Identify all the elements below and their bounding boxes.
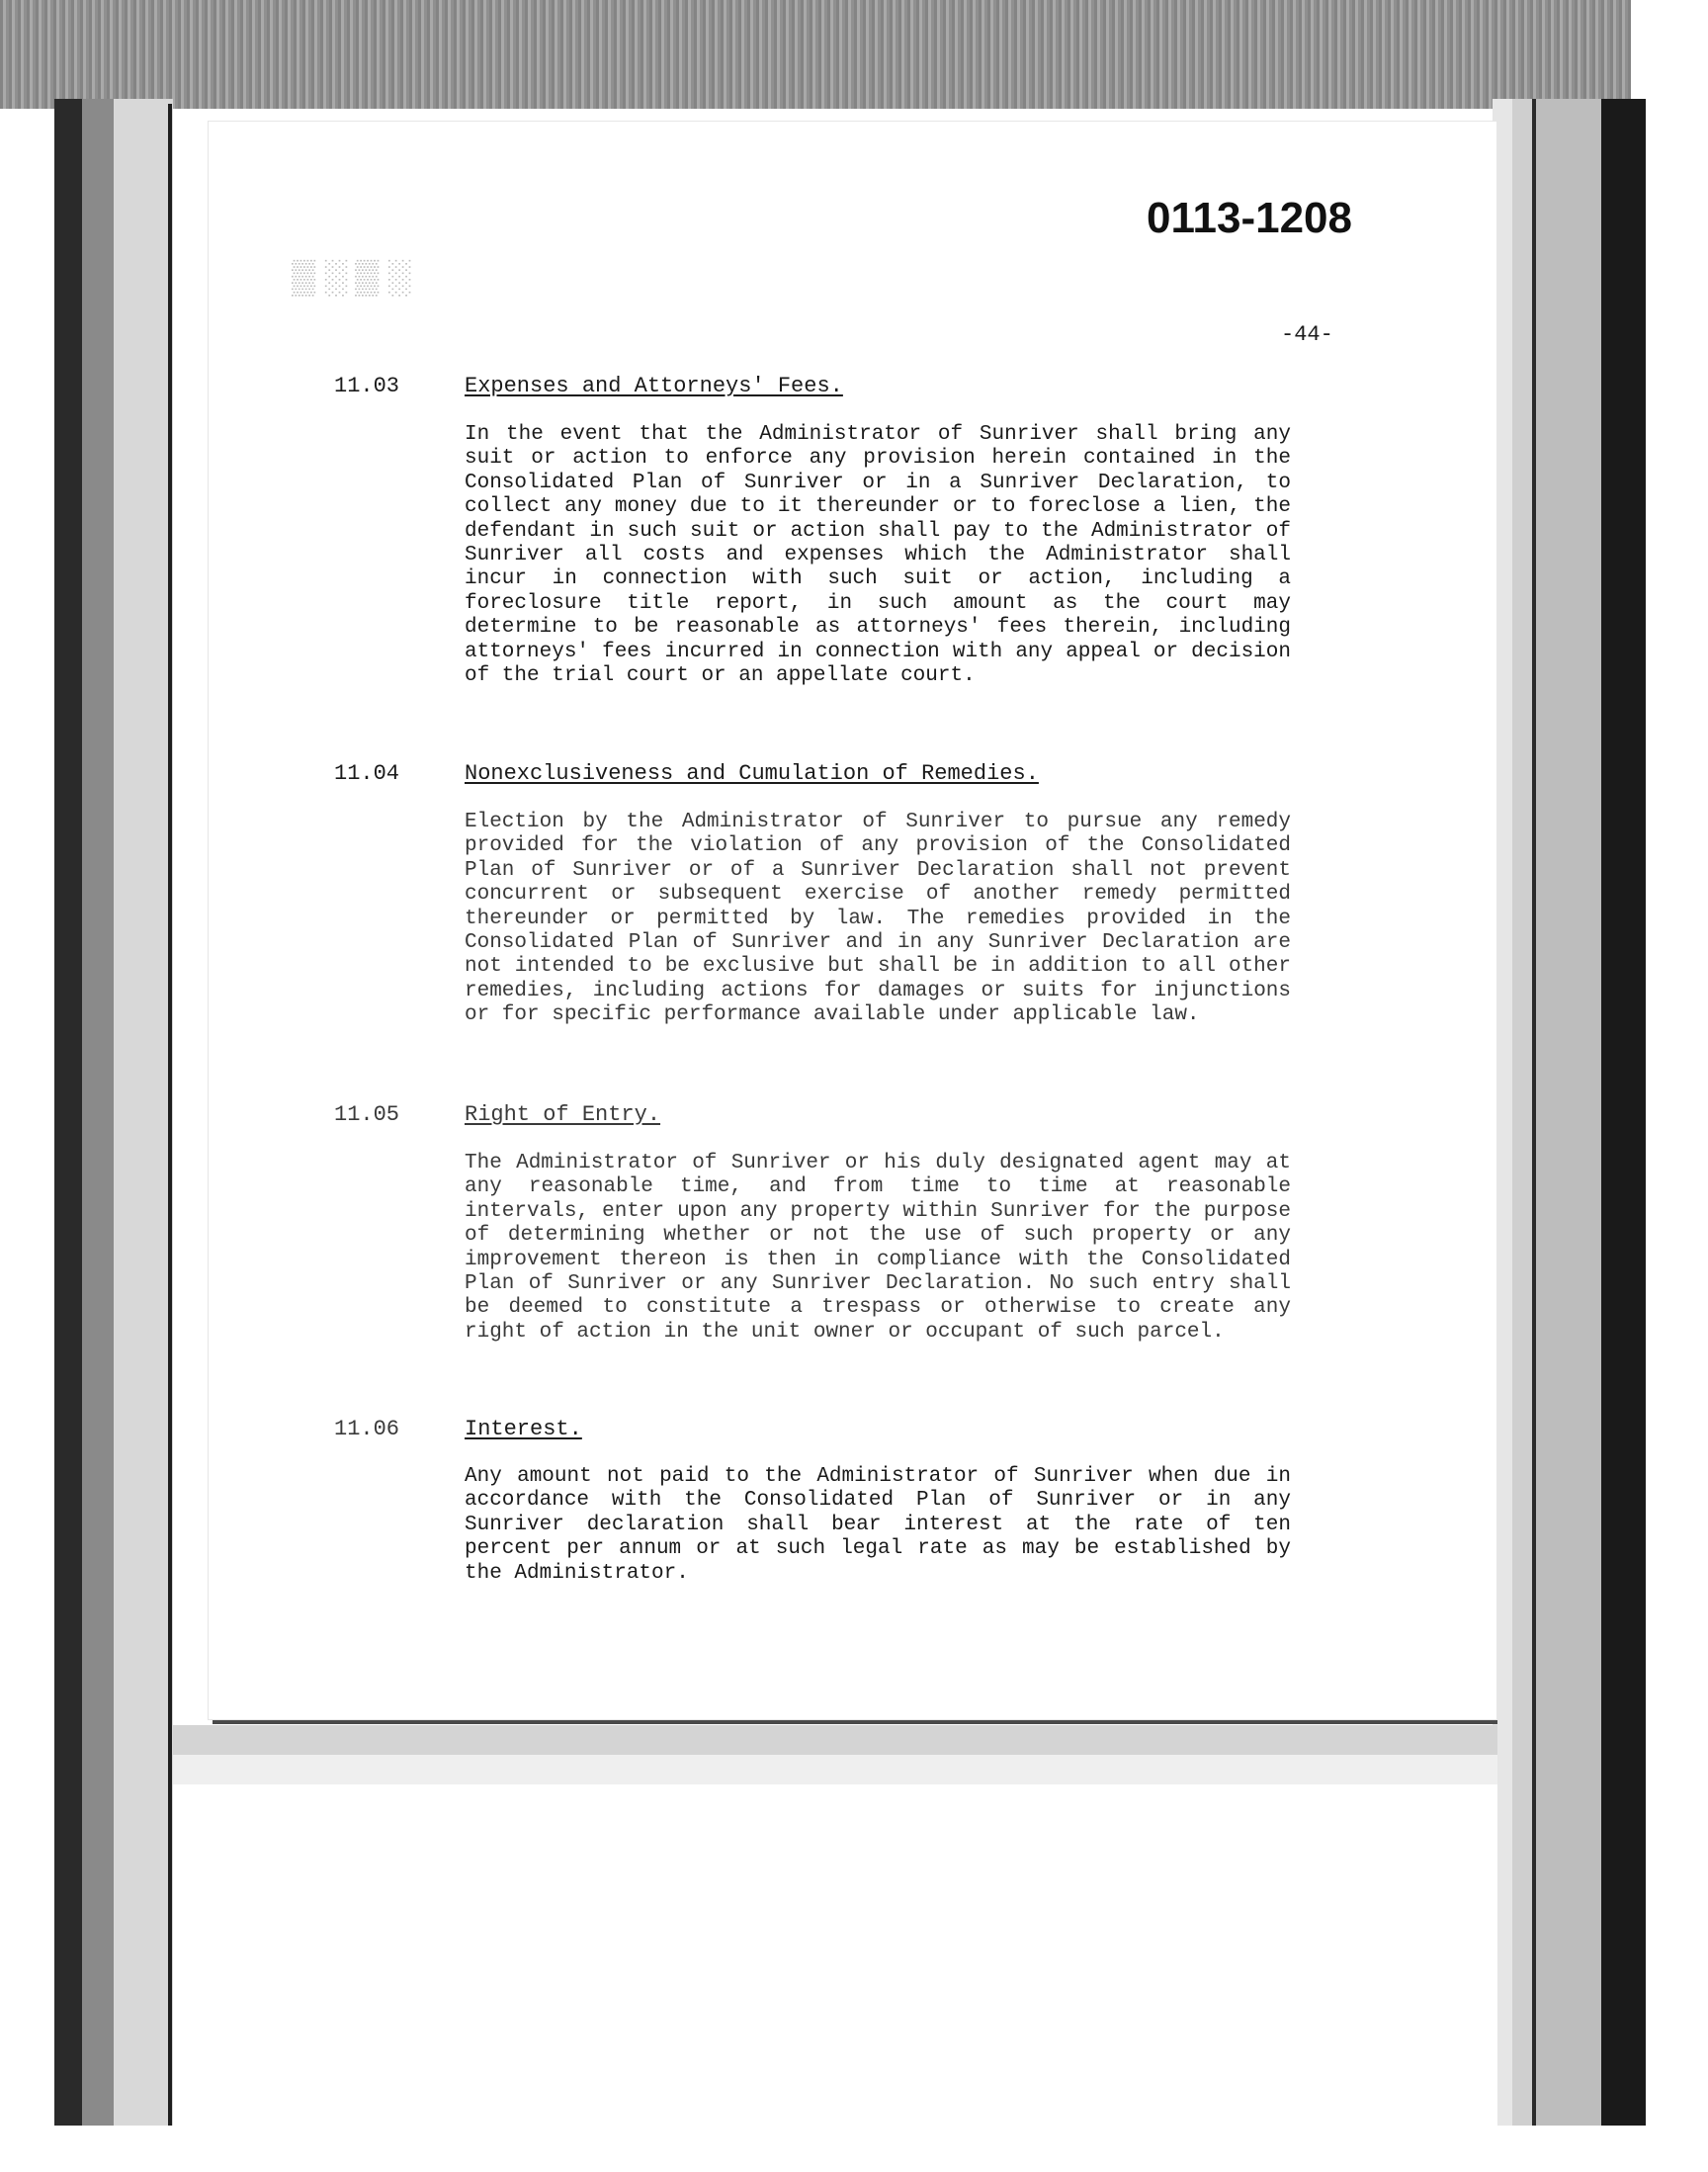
page-number: -44- (1281, 322, 1333, 347)
faded-stamp-mark: ▒░▒░ (292, 259, 419, 296)
section-body: The Administrator of Sunriver or his duly designated agent may at any reasonable time, and from time to time at reasonable intervals, enter upon any property within Sunriver for the purpose of determining whether or not the use of such property or any improvement thereon is then in compliance with the Consolidated Plan of Sunriver or any Sunriver Declaration. No such entry shall be deemed to constitute a trespass or otherwise to create any right of action in the unit owner or occupant of such parcel. (465, 1152, 1291, 1344)
section-number: 11.06 (334, 1417, 400, 1441)
scan-border-top (0, 0, 1631, 109)
section-body: Election by the Administrator of Sunriver to pursue any remedy provided for the violation of any provision of the Consolidated Plan of Sunriver or of a Sunriver Declaration shall not prevent concurrent or subsequent exercise of another remedy permitted thereunder or permitted by law. The remedies provided in the Consolidated Plan of Sunriver and in any Sunriver Declaration are not intended to be exclusive but shall be in addition to all other remedies, including actions for damages or suits for injunctions or for specific performance available under applicable law. (465, 811, 1291, 1027)
section-title: Right of Entry. (465, 1102, 661, 1127)
section-number: 11.04 (334, 761, 400, 786)
section-body: In the event that the Administrator of Sunriver shall bring any suit or action to enforce any provision herein contained in the Consolidated Plan of Sunriver or in a Sunriver Declaration, to collect any money due to it thereunder or to foreclose a lien, the defendant in such suit or action shall pay to the Administrator of Sunriver all costs and expenses which the Administrator shall incur in connection with such suit or action, including a foreclosure title report, in such amount as the court may determine to be reasonable as attorneys' fees therein, including attorneys' fees incurred in connection with any appeal or decision of the trial court or an appellate court. (465, 423, 1291, 688)
section-number: 11.05 (334, 1102, 400, 1127)
scan-edge-line-left (168, 104, 172, 2126)
section-title: Nonexclusiveness and Cumulation of Remedies. (465, 761, 1039, 786)
section-title: Expenses and Attorneys' Fees. (465, 374, 843, 398)
document-number: 0113-1208 (1147, 194, 1352, 242)
section-title: Interest. (465, 1417, 582, 1441)
scan-edge-line-bottom (213, 1720, 1497, 1724)
scan-border-bottom (173, 1725, 1497, 2130)
scan-border-right (1493, 99, 1646, 2126)
section-number: 11.03 (334, 374, 400, 398)
scan-border-left (54, 99, 173, 2126)
section-body: Any amount not paid to the Administrator of Sunriver when due in accordance with the Consolidated Plan of Sunriver or in any Sunriver declaration shall bear interest at the rate of ten percent per annum or at such legal rate as may be established by the Administrator. (465, 1465, 1291, 1585)
